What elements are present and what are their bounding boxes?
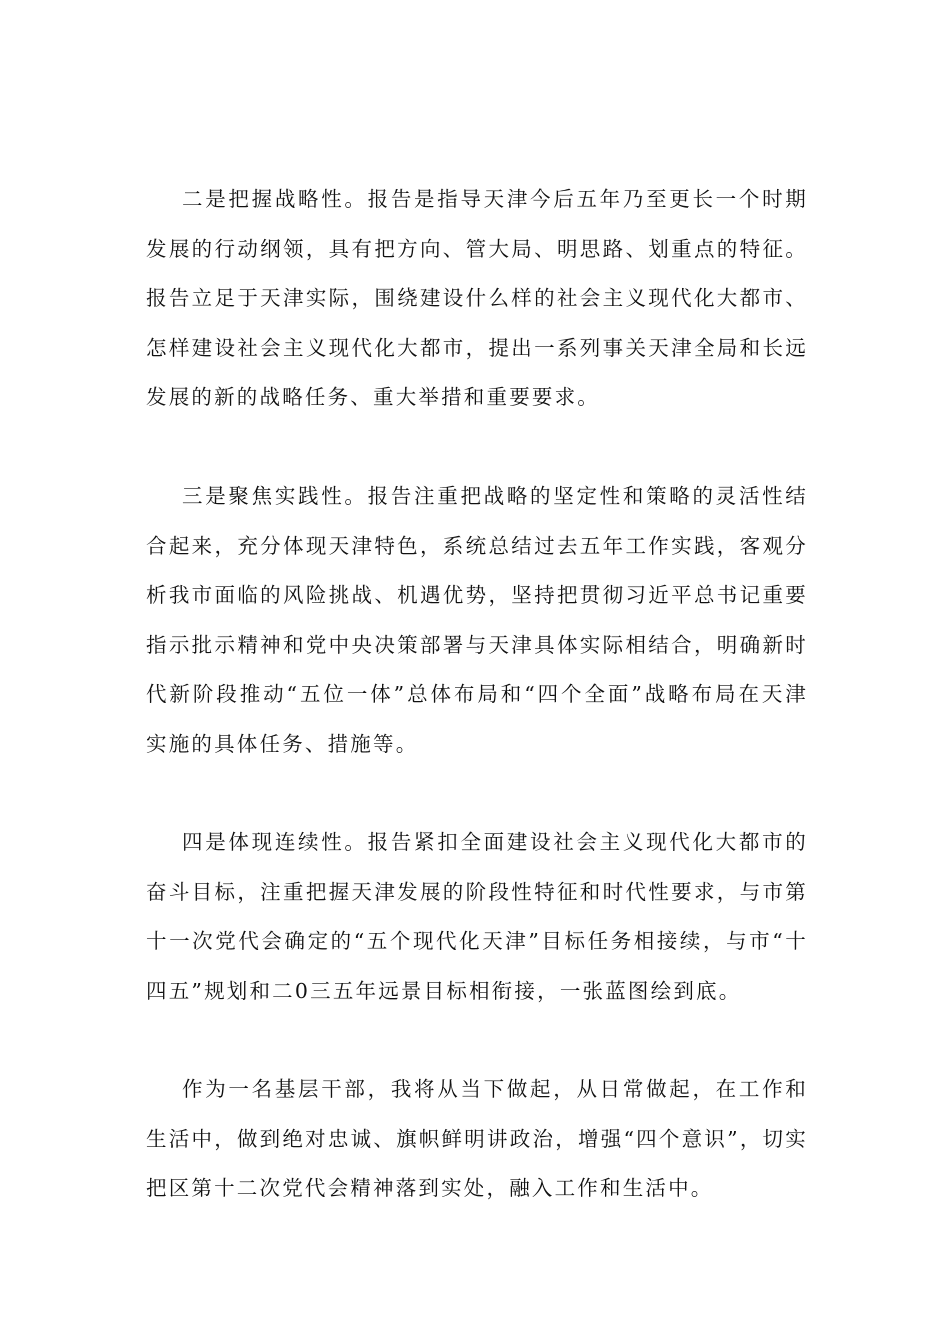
paragraph-grasp-strategy: 二是把握战略性。报告是指导天津今后五年乃至更长一个时期发展的行动纲领，具有把方向、管大局、明思路、划重点的特征。报告立足于天津实际，围绕建设什么样的社会主义现代化大都市、怎样建设社会主义现代化大都市，提出一系列事关天津全局和长远发展的新的战略任务、重大举措和重要要求。 xyxy=(146,187,808,409)
paragraph-focus-practice: 三是聚焦实践性。报告注重把战略的坚定性和策略的灵活性结合起来，充分体现天津特色，系统总结过去五年工作实践，客观分析我市面临的风险挑战、机遇优势，坚持把贯彻习近平总书记重要指示批示精神和党中央决策部署与天津具体实际相结合，明确新时代新阶段推动“五位一体”总体布局和“四个全面”战略布局在天津实施的具体任务、措施等。 xyxy=(146,484,808,756)
paragraph-continuity: 四是体现连续性。报告紧扣全面建设社会主义现代化大都市的奋斗目标，注重把握天津发展的阶段性特征和时代性要求，与市第十一次党代会确定的“五个现代化天津”目标任务相接续，与市“十四五”规划和二0三五年远景目标相衔接，一张蓝图绘到底。 xyxy=(146,830,808,1003)
paragraph-personal-commitment: 作为一名基层干部，我将从当下做起，从日常做起，在工作和生活中，做到绝对忠诚、旗帜鲜明讲政治，增强“四个意识”，切实把区第十二次党代会精神落到实处，融入工作和生活中。 xyxy=(146,1077,808,1200)
